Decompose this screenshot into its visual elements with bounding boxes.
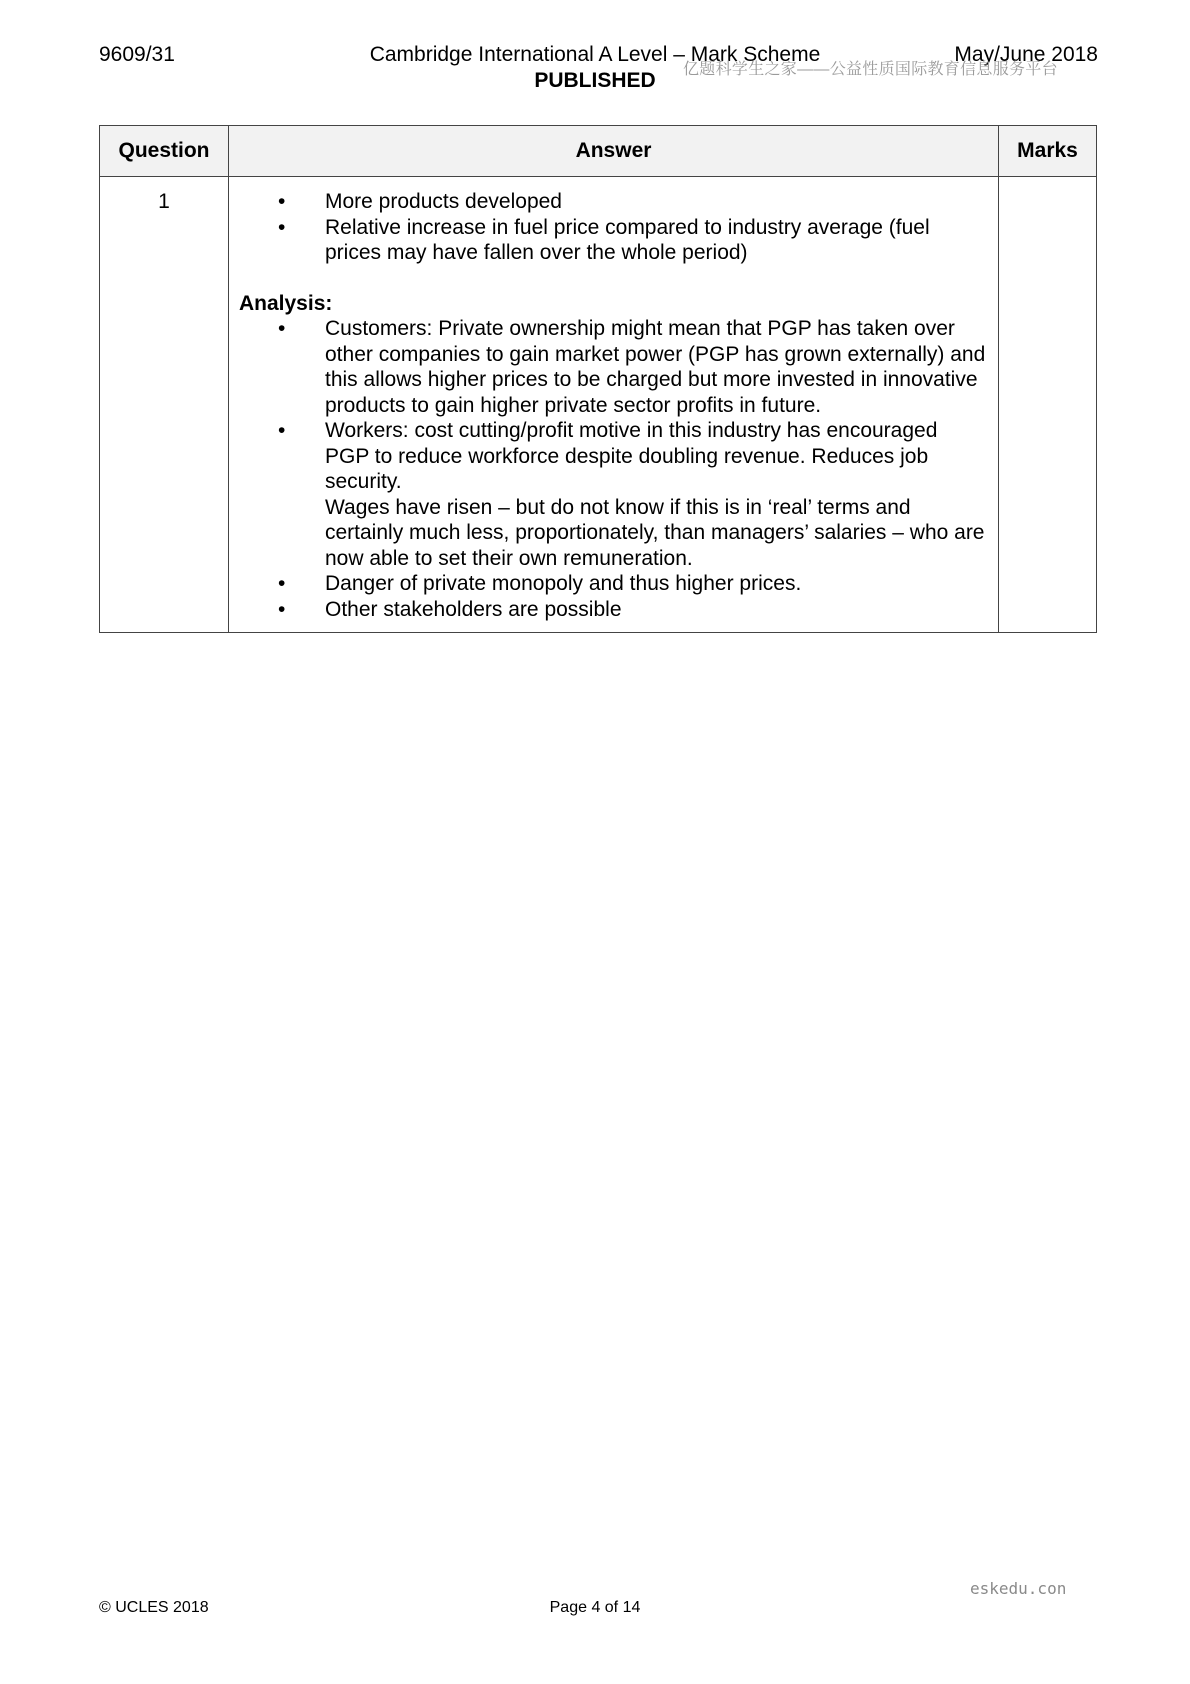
bullet-icon: • bbox=[278, 190, 286, 213]
marks-header: Marks bbox=[999, 126, 1097, 177]
copyright: © UCLES 2018 bbox=[99, 1599, 209, 1616]
bullet-icon: • bbox=[278, 597, 286, 621]
bullet-icon: • bbox=[278, 215, 286, 239]
mark-scheme-table bbox=[99, 125, 1097, 633]
answer-header: Answer bbox=[229, 126, 999, 177]
answer-bullet-list bbox=[239, 189, 986, 266]
bullet-text: Danger of private monopoly and thus higher prices. bbox=[325, 572, 802, 595]
exam-session: May/June 2018 bbox=[954, 43, 1098, 66]
footer-watermark: eskedu.con bbox=[970, 1579, 1067, 1598]
bullet-text: Other stakeholders are possible bbox=[325, 597, 622, 621]
exam-code: 9609/31 bbox=[99, 43, 175, 66]
list-item bbox=[239, 316, 986, 418]
list-item bbox=[239, 189, 986, 215]
table-header-row bbox=[100, 126, 1097, 177]
bullet-icon: • bbox=[278, 572, 286, 595]
answer-cell bbox=[229, 177, 999, 633]
header-watermark: 亿题科学生之家——公益性质国际教育信息服务平台 bbox=[683, 61, 1058, 78]
page-number: Page 4 of 14 bbox=[549, 1599, 641, 1616]
bullet-continuation-text: Wages have risen – but do not know if this is in ‘real’ terms and certainly much less, proportionately, than managers’ salaries – who are now able to set their own remuneration. bbox=[325, 495, 985, 570]
analysis-bullet-list bbox=[239, 316, 986, 622]
document-title: Cambridge International A Level – Mark Scheme bbox=[369, 43, 821, 66]
list-item bbox=[239, 418, 986, 571]
published-label: PUBLISHED bbox=[534, 69, 656, 92]
marks-cell bbox=[999, 177, 1097, 633]
question-number: 1 bbox=[100, 177, 229, 633]
analysis-heading: Analysis: bbox=[239, 291, 333, 315]
question-header: Question bbox=[100, 126, 229, 177]
list-item bbox=[239, 215, 986, 266]
bullet-icon: • bbox=[278, 317, 286, 340]
list-item bbox=[239, 597, 986, 623]
bullet-icon: • bbox=[278, 419, 286, 442]
list-item bbox=[239, 571, 986, 597]
bullet-text: More products developed bbox=[325, 190, 562, 213]
bullet-text: Workers: cost cutting/profit motive in this industry has encouraged PGP to reduce workforce despite doubling revenue. Reduces job security. bbox=[325, 419, 938, 493]
table-row bbox=[100, 177, 1097, 633]
bullet-text: Relative increase in fuel price compared to industry average (fuel prices may have fallen over the whole period) bbox=[325, 215, 930, 264]
bullet-text: Customers: Private ownership might mean that PGP has taken over other companies to gain market power (PGP has grown externally) and this allows higher prices to be charged but more invested in innovative products to gain higher private sector profits in future. bbox=[325, 317, 986, 417]
